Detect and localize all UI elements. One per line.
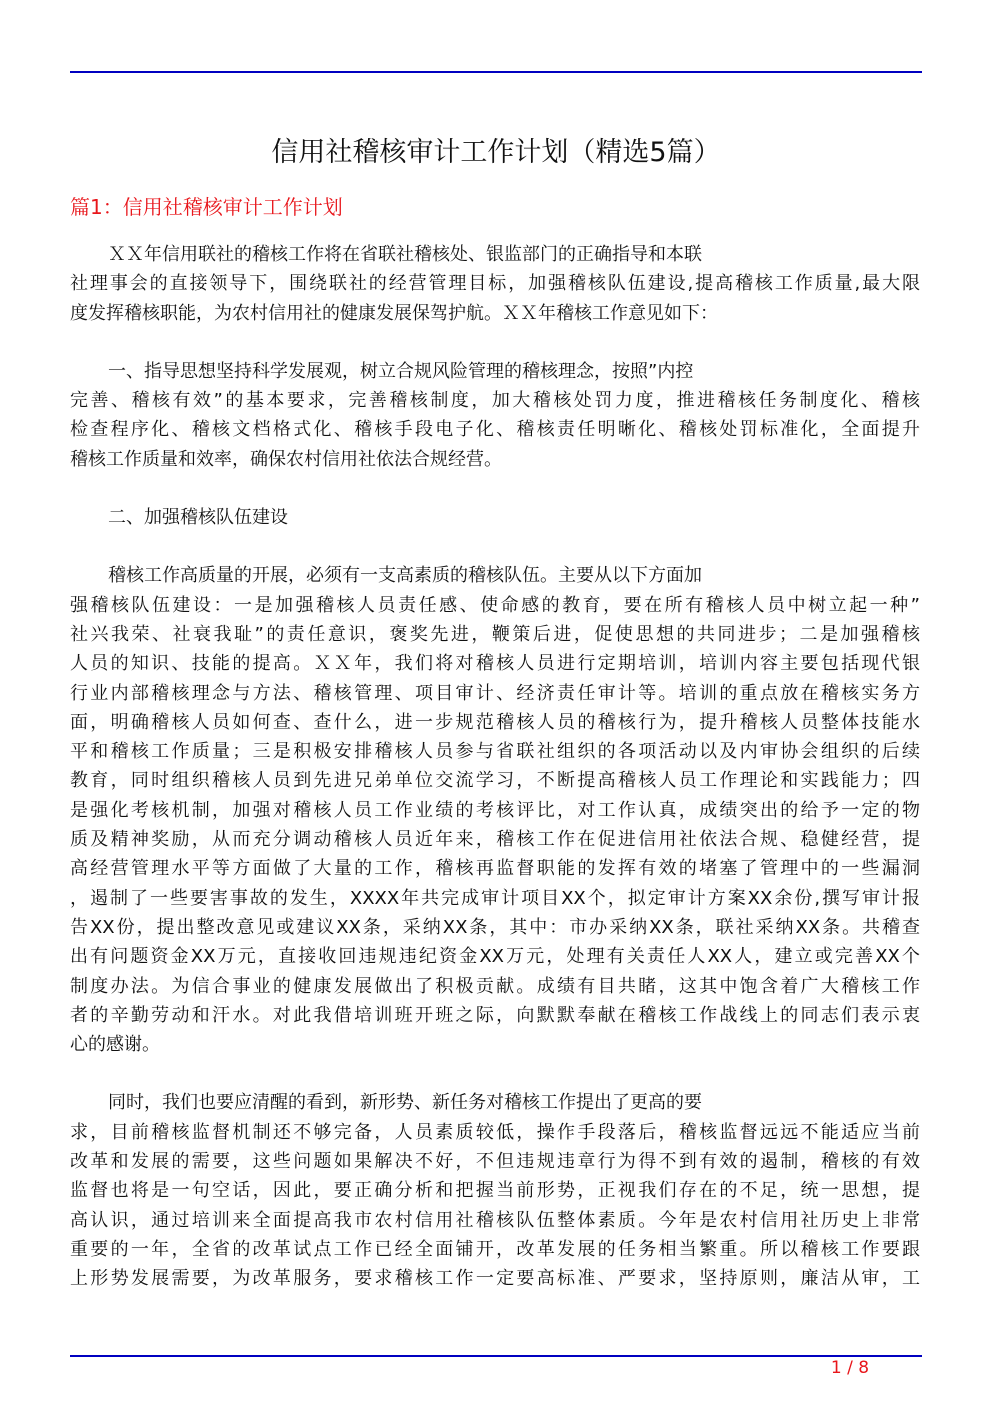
text-line: 告XX份，提出整改意见或建议XX条，采纳XX条，其中：市办采纳XX条，联社采纳XX条。共稽查 xyxy=(70,916,920,938)
text-line: 上形势发展需要，为改革服务，要求稽核工作一定要高标准、严要求，坚持原则，廉洁从审，工 xyxy=(70,1268,920,1290)
text-line: 心的感谢。 xyxy=(70,1034,160,1056)
text-line: 教育，同时组织稽核人员到先进兄弟单位交流学习，不断提高稽核人员工作理论和实践能力；四 xyxy=(70,770,920,792)
page-indicator: 1 / 8 xyxy=(830,1358,870,1378)
paragraph xyxy=(70,240,920,328)
section-heading: 篇1：信用社稽核审计工作计划 xyxy=(70,195,343,219)
text-line: 人员的知识、技能的提高。ＸＸ年，我们将对稽核人员进行定期培训，培训内容主要包括现代银 xyxy=(70,653,920,675)
text-line: 行业内部稽核理念与方法、稽核管理、项目审计、经济责任审计等。培训的重点放在稽核实务方 xyxy=(70,682,920,704)
text-line: 稽核工作质量和效率，确保农村信用社依法合规经营。 xyxy=(70,448,502,470)
text-line: 面，明确稽核人员如何查、查什么，进一步规范稽核人员的稽核行为，提升稽核人员整体技能水 xyxy=(70,711,920,733)
text-line: 重要的一年，全省的改革试点工作已经全面铺开，改革发展的任务相当繁重。所以稽核工作要跟 xyxy=(70,1238,920,1260)
text-line: 完善、稽核有效”的基本要求，完善稽核制度，加大稽核处罚力度，推进稽核任务制度化、稽核 xyxy=(70,390,920,412)
document-body xyxy=(70,240,920,1323)
text-line: 出有问题资金XX万元，直接收回违规违纪资金XX万元，处理有关责任人XX人，建立或完善XX个 xyxy=(70,946,920,968)
text-line: ，遏制了一些要害事故的发生，XXXX年共完成审计项目XX个，拟定审计方案XX余份,撰写审计报 xyxy=(70,887,920,909)
text-line: 度发挥稽核职能，为农村信用社的健康发展保驾护航。ＸＸ年稽核工作意见如下： xyxy=(70,302,718,324)
text-line: 检查程序化、稽核文档格式化、稽核手段电子化、稽核责任明晰化、稽核处罚标准化，全面提升 xyxy=(70,419,920,441)
text-line: 高经营管理水平等方面做了大量的工作，稽核再监督职能的发挥有效的堵塞了管理中的一些漏洞 xyxy=(70,858,920,880)
text-line: 者的辛勤劳动和汗水。对此我借培训班开班之际，向默默奉献在稽核工作战线上的同志们表示衷 xyxy=(70,1004,920,1026)
paragraph xyxy=(70,1088,920,1293)
text-line: 求，目前稽核监督机制还不够完备，人员素质较低，操作手段落后，稽核监督远远不能适应当前 xyxy=(70,1121,920,1143)
text-line: 稽核工作高质量的开展，必须有一支高素质的稽核队伍。主要从以下方面加 xyxy=(108,565,702,587)
text-line: 高认识，通过培训来全面提高我市农村信用社稽核队伍整体素质。今年是农村信用社历史上非常 xyxy=(70,1209,920,1231)
text-line: 一、指导思想坚持科学发展观，树立合规风险管理的稽核理念，按照”内控 xyxy=(108,360,694,382)
paragraph xyxy=(70,357,920,474)
paragraph xyxy=(70,503,920,532)
text-line: 二、加强稽核队伍建设 xyxy=(108,507,288,529)
footer-rule xyxy=(70,1355,922,1357)
text-line: ＸＸ年信用联社的稽核工作将在省联社稽核处、银监部门的正确指导和本联 xyxy=(108,244,702,265)
text-line: 强稽核队伍建设：一是加强稽核人员责任感、使命感的教育，要在所有稽核人员中树立起一种” xyxy=(70,594,920,616)
text-line: 同时，我们也要应清醒的看到，新形势、新任务对稽核工作提出了更高的要 xyxy=(108,1092,702,1114)
text-line: 改革和发展的需要，这些问题如果解决不好，不但违规违章行为得不到有效的遏制，稽核的有效 xyxy=(70,1151,920,1173)
text-line: 平和稽核工作质量；三是积极安排稽核人员参与省联社组织的各项活动以及内审协会组织的后续 xyxy=(70,741,920,763)
text-line: 质及精神奖励，从而充分调动稽核人员近年来，稽核工作在促进信用社依法合规、稳健经营，提 xyxy=(70,829,920,851)
text-line: 社理事会的直接领导下，围绕联社的经营管理目标，加强稽核队伍建设,提高稽核工作质量,最大限 xyxy=(70,273,920,295)
paragraph xyxy=(70,561,920,1059)
text-line: 制度办法。为信合事业的健康发展做出了积极贡献。成绩有目共睹，这其中饱含着广大稽核工作 xyxy=(70,975,920,997)
text-line: 是强化考核机制，加强对稽核人员工作业绩的考核评比，对工作认真，成绩突出的给予一定的物 xyxy=(70,799,920,821)
text-line: 监督也将是一句空话，因此，要正确分析和把握当前形势，正视我们存在的不足，统一思想，提 xyxy=(70,1180,920,1202)
text-line: 社兴我荣、社衰我耻”的责任意识，褒奖先进，鞭策后进，促使思想的共同进步；二是加强稽核 xyxy=(70,623,920,645)
header-rule xyxy=(70,71,922,73)
document-title: 信用社稽核审计工作计划（精选5篇） xyxy=(271,137,721,168)
